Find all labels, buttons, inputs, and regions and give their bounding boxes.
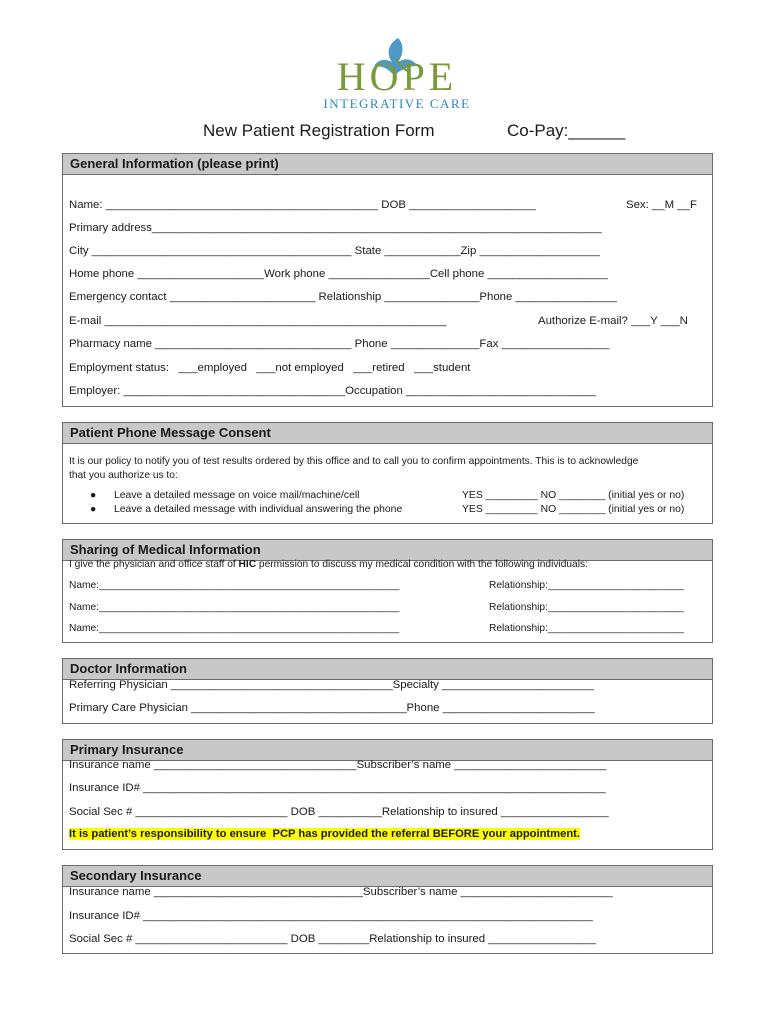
primary-insurance-heading: Primary Insurance [63, 740, 712, 761]
sharing-name-3[interactable]: Name:_____________________________________________________ [69, 623, 400, 634]
emergency-line[interactable]: Emergency contact _______________________ Relationship _______________Phone ________________ [69, 291, 617, 303]
consent-policy-2: that you authorize us to: [69, 470, 178, 481]
referral-notice [69, 828, 580, 840]
sharing-name-1[interactable]: Name:_____________________________________________________ [69, 580, 400, 591]
phones-line[interactable]: Home phone ____________________Work phone ________________Cell phone ___________________ [69, 268, 608, 280]
doctor-section [62, 658, 713, 724]
primary-insurance-id-line[interactable]: Insurance ID# _________________________________________________________________________ [69, 782, 606, 794]
secondary-insurance-id-line[interactable]: Insurance ID# _______________________________________________________________________ [69, 910, 593, 922]
general-information-heading: General Information (please print) [63, 154, 712, 175]
pharmacy-line[interactable]: Pharmacy name _______________________________ Phone ______________Fax _________________ [69, 338, 610, 350]
sharing-intro: I give the physician and office staff of HIC permission to discuss my medical condition with the following individuals: [69, 559, 588, 570]
name-dob-line[interactable]: Name: ___________________________________________ DOB ____________________ [69, 199, 536, 211]
referring-physician-line[interactable]: Referring Physician ___________________________________Specialty ________________________ [69, 679, 595, 691]
employer-line[interactable]: Employer: ___________________________________Occupation ______________________________ [69, 385, 596, 397]
primary-care-line[interactable]: Primary Care Physician __________________________________Phone ________________________ [69, 702, 595, 714]
consent-item-1: Leave a detailed message on voice mail/machine/cell [114, 490, 360, 501]
consent-item-2: Leave a detailed message with individual answering the phone [114, 504, 403, 515]
bullet-icon: ● [90, 490, 97, 501]
sex-line[interactable]: Sex: __M __F [626, 199, 697, 211]
logo-brand: HOPE [336, 54, 458, 99]
logo-tagline: INTEGRATIVE CARE [323, 96, 471, 111]
authorize-email-line[interactable]: Authorize E-mail? ___Y ___N [538, 315, 688, 327]
email-line[interactable]: E-mail ______________________________________________________ [69, 315, 447, 327]
sharing-relationship-2[interactable]: Relationship:________________________ [489, 602, 684, 613]
hic-label: HIC [238, 559, 257, 570]
secondary-insurance-heading: Secondary Insurance [63, 866, 712, 887]
primary-social-sec-line[interactable]: Social Sec # ________________________ DOB __________Relationship to insured _________________ [69, 806, 609, 818]
secondary-social-sec-line[interactable]: Social Sec # ________________________ DOB ________Relationship to insured _________________ [69, 933, 596, 945]
employment-line[interactable]: Employment status: ___employed ___not employed ___retired ___student [69, 362, 471, 374]
sharing-relationship-1[interactable]: Relationship:________________________ [489, 580, 684, 591]
sharing-heading: Sharing of Medical Information [63, 540, 712, 561]
sharing-name-2[interactable]: Name:_____________________________________________________ [69, 602, 400, 613]
sharing-relationship-3[interactable]: Relationship:________________________ [489, 623, 684, 634]
consent-heading: Patient Phone Message Consent [63, 423, 712, 444]
bullet-icon: ● [90, 504, 97, 515]
consent-answer-1[interactable]: YES _________ NO ________ (initial yes or no) [462, 490, 685, 501]
city-line[interactable]: City _________________________________________ State ____________Zip ___________________ [69, 245, 600, 257]
secondary-insurance-name-line[interactable]: Insurance name _________________________________Subscriber’s name ________________________ [69, 886, 613, 898]
consent-answer-2[interactable]: YES _________ NO ________ (initial yes or no) [462, 504, 685, 515]
copay-field[interactable]: Co-Pay:______ [507, 121, 626, 140]
doctor-heading: Doctor Information [63, 659, 712, 680]
hope-logo [300, 36, 495, 116]
primary-insurance-name-line[interactable]: Insurance name ________________________________Subscriber’s name ________________________ [69, 759, 607, 771]
address-line[interactable]: Primary address_______________________________________________________________________ [69, 222, 602, 234]
consent-policy-1: It is our policy to notify you of test results ordered by this office and to call you to confirm appointments. This is to acknowledge [69, 456, 639, 467]
form-title: New Patient Registration Form [203, 121, 435, 140]
referral-notice-text: It is patient’s responsibility to ensure PCP has provided the referral BEFORE your appointment. [69, 828, 580, 840]
